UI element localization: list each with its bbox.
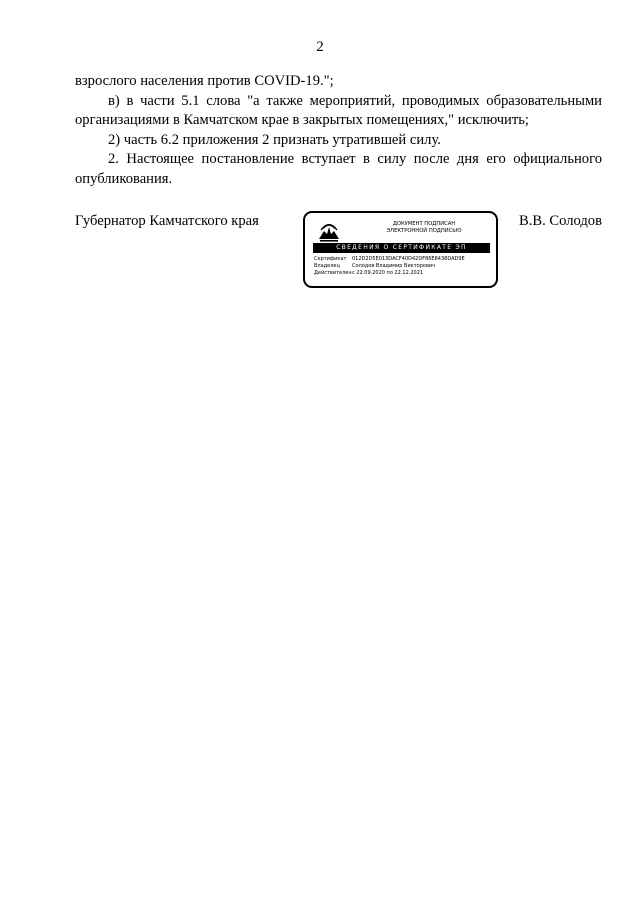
signatory-title: Губернатор Камчатского края	[75, 213, 259, 229]
stamp-row-owner	[314, 263, 494, 270]
paragraph: 2. Настоящее постановление вступает в силу после дня его официального опубликования.	[75, 151, 602, 187]
page-number: 2	[316, 39, 324, 55]
stamp-row-label: Владелец	[314, 263, 340, 269]
stamp-row-certificate	[314, 256, 494, 263]
paragraph: 2) часть 6.2 приложения 2 признать утратившей силу.	[108, 131, 441, 148]
stamp-row-label: Сертификат	[314, 256, 347, 262]
signatory-name: В.В. Солодов	[518, 213, 602, 229]
paragraph: взрослого населения против COVID-19.";	[75, 73, 334, 89]
stamp-row-value: с 22.09.2020 по 22.12.2021	[352, 270, 424, 276]
stamp-row-value: 012D2D5E013DACF40D42DF86E8438DAD9E	[352, 256, 465, 262]
stamp-row-label: Действителен	[314, 270, 352, 276]
stamp-row-value: Солодов Владимир Викторович	[352, 263, 436, 269]
stamp-header-line: ДОКУМЕНТ ПОДПИСАН	[392, 221, 456, 227]
stamp-details	[314, 256, 494, 277]
stamp-row-validity	[314, 270, 494, 277]
paragraph: в) в части 5.1 слова "а также мероприятий, проводимых образовательными организациями в Камчатском крае в закрытых помещениях," исключить;	[75, 92, 602, 129]
stamp-header-line: ЭЛЕКТРОННОЙ ПОДПИСЬЮ	[386, 228, 462, 234]
stamp-certificate-band: СВЕДЕНИЯ О СЕРТИФИКАТЕ ЭП	[313, 243, 490, 253]
coat-of-arms-icon	[316, 218, 342, 244]
stamp-header	[355, 221, 493, 235]
body-text	[75, 72, 602, 190]
e-signature-stamp	[303, 211, 498, 288]
